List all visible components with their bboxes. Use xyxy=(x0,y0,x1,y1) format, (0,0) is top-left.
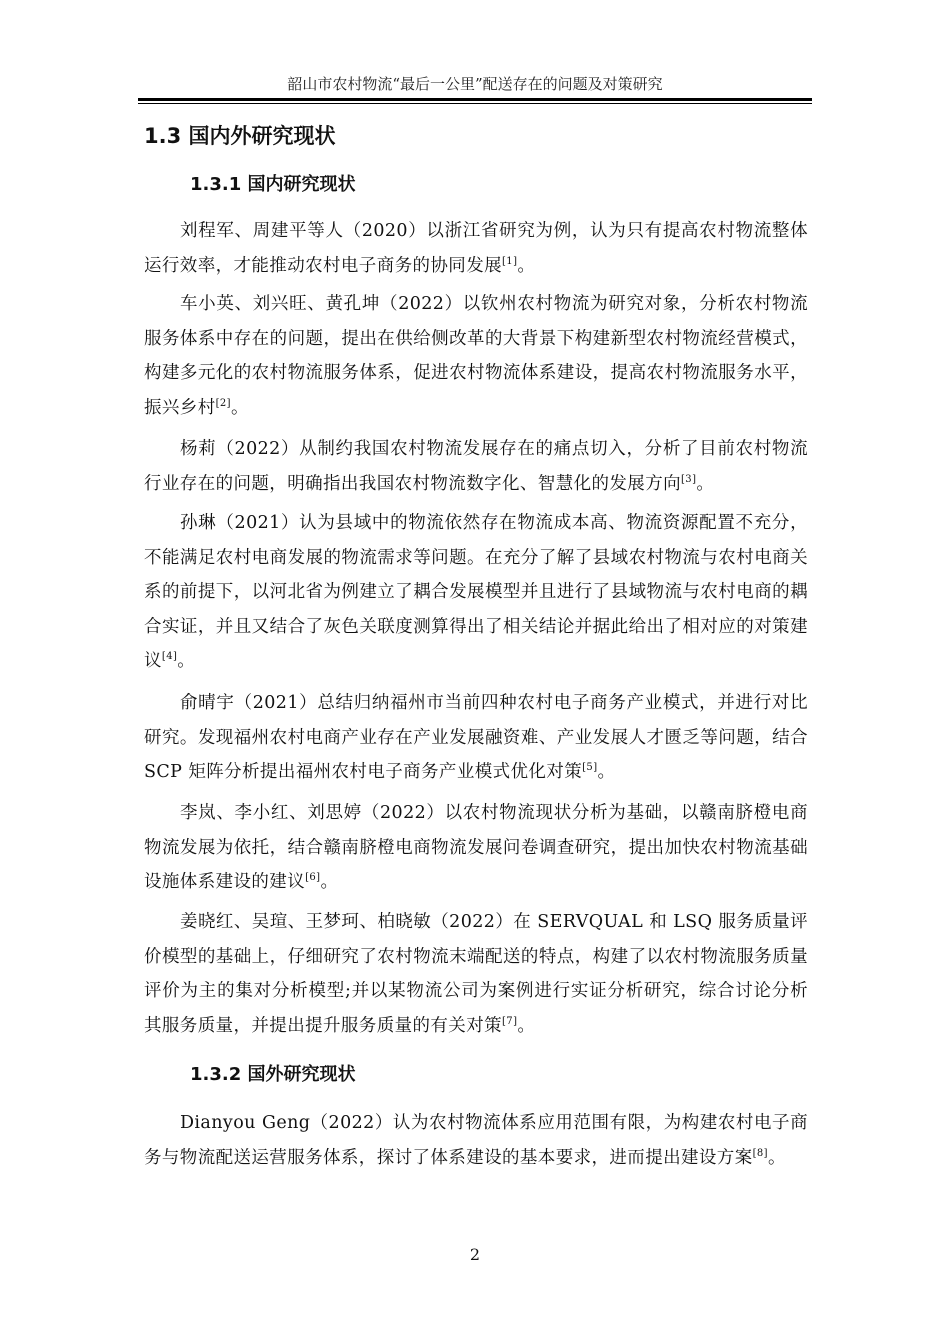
paragraph-end: 。 xyxy=(177,651,196,671)
paragraph-end: 。 xyxy=(696,473,715,494)
section-heading: 1.3 国内外研究现状 xyxy=(144,124,336,148)
paragraph-text: 刘程军、周建平等人（2020）以浙江省研究为例，认为只有提高农村物流整体运行效率，才能推动农村电子商务的协同发展 xyxy=(144,221,808,276)
paragraph-li xyxy=(144,796,808,900)
paragraph-text: 李岚、李小红、刘思婷（2022）以农村物流现状分析为基础，以赣南脐橙电商物流发展为依托，结合赣南脐橙电商物流发展问卷调查研究，提出加快农村物流基础设施体系建设的建议 xyxy=(144,803,808,892)
paragraph-end: 。 xyxy=(597,762,616,782)
citation-ref: [8] xyxy=(752,1147,768,1159)
citation-ref: [6] xyxy=(305,872,321,883)
paragraph-che xyxy=(144,287,808,425)
paragraph-text: 孙琳（2021）认为县域中的物流依然存在物流成本高、物流资源配置不充分，不能满足农村电商发展的物流需求等问题。在充分了解了县域农村物流与农村电商关系的前提下，以河北省为例建立了耦合发展模型并且进行了县域物流与农村电商的耦合实证，并且又结合了灰色关联度测算得出了相关结论并据此给出了相对应的对策建议 xyxy=(144,513,808,671)
paragraph-yu xyxy=(144,686,808,790)
citation-ref: [3] xyxy=(681,473,697,485)
paragraph-sun xyxy=(144,506,808,679)
paragraph-yang xyxy=(144,432,808,501)
header-rule-thin xyxy=(138,103,812,104)
paragraph-geng xyxy=(144,1106,808,1175)
citation-ref: [7] xyxy=(502,1015,518,1027)
paragraph-end: 。 xyxy=(517,255,536,276)
paragraph-end: 。 xyxy=(230,397,249,418)
paragraph-end: 。 xyxy=(767,1147,786,1168)
running-header: 韶山市农村物流“最后一公里”配送存在的问题及对策研究 xyxy=(287,75,663,93)
paragraph-end: 。 xyxy=(320,872,339,892)
paragraph-text: Dianyou Geng（2022）认为农村物流体系应用范围有限，为构建农村电子商务与物流配送运营服务体系，探讨了体系建设的基本要求，进而提出建设方案 xyxy=(144,1113,808,1168)
citation-ref: [4] xyxy=(161,651,178,662)
citation-ref: [2] xyxy=(215,397,231,409)
subsection-heading-foreign: 1.3.2 国外研究现状 xyxy=(190,1064,356,1085)
paragraph-end: 。 xyxy=(517,1015,536,1036)
subsection-heading-domestic: 1.3.1 国内研究现状 xyxy=(190,174,356,195)
page-number: 2 xyxy=(469,1245,481,1264)
header-rule-thick xyxy=(138,98,812,101)
paragraph-text: 姜晓红、吴瑄、王梦珂、柏晓敏（2022）在 SERVQUAL 和 LSQ 服务质量评价模型的基础上，仔细研究了农村物流末端配送的特点，构建了以农村物流服务质量评价为主的集对分析模型;并以某物流公司为案例进行实证分析研究，综合讨论分析其服务质量，并提出提升服务质量的有关对策 xyxy=(144,912,808,1036)
citation-ref: [5] xyxy=(582,762,598,773)
paragraph-jiang xyxy=(144,905,808,1043)
paragraph-text: 杨莉（2022）从制约我国农村物流发展存在的痛点切入，分析了目前农村物流行业存在的问题，明确指出我国农村物流数字化、智慧化的发展方向 xyxy=(144,439,808,494)
paragraph-text: 俞晴宇（2021）总结归纳福州市当前四种农村电子商务产业模式，并进行对比研究。发现福州农村电商产业存在产业发展融资难、产业发展人才匮乏等问题，结合 SCP 矩阵分析提出福州农村电子商务产业模式优化对策 xyxy=(144,693,808,782)
paragraph-liu xyxy=(144,214,808,283)
paragraph-text: 车小英、刘兴旺、黄孔坤（2022）以钦州农村物流为研究对象，分析农村物流服务体系中存在的问题，提出在供给侧改革的大背景下构建新型农村物流经营模式，构建多元化的农村物流服务体系，促进农村物流体系建设，提高农村物流服务水平，振兴乡村 xyxy=(144,294,808,418)
citation-ref: [1] xyxy=(502,255,518,267)
